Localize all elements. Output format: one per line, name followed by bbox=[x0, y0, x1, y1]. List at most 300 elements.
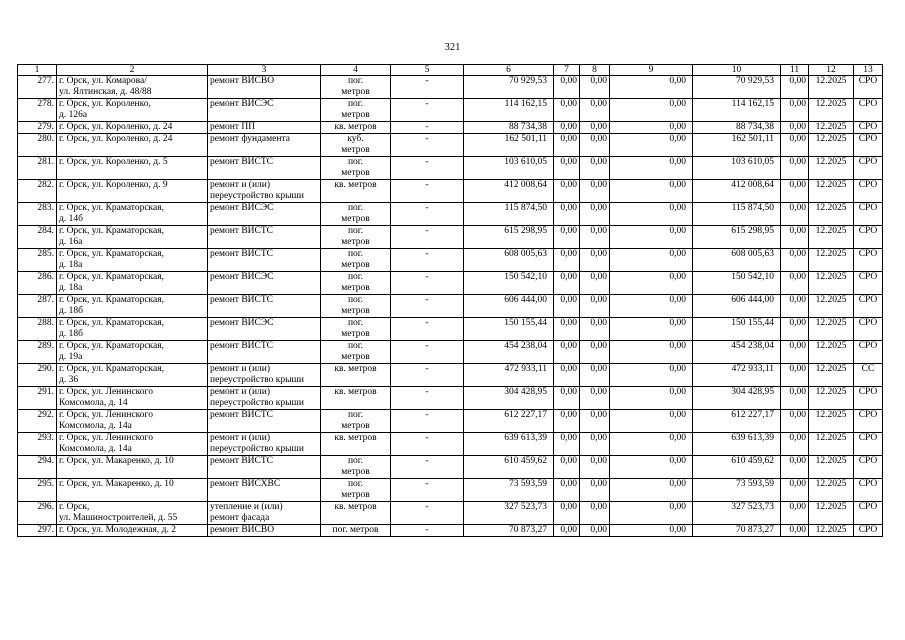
col11-cell: 0,00 bbox=[781, 318, 809, 341]
unit-cell-line: пог. bbox=[347, 341, 364, 351]
address-cell-line: г. Орск, ул. Ленинского bbox=[59, 387, 153, 397]
work-type-cell bbox=[208, 456, 321, 479]
table-row bbox=[18, 341, 883, 364]
address-cell bbox=[57, 364, 208, 387]
table-row bbox=[18, 99, 883, 122]
col9-cell: 0,00 bbox=[610, 134, 693, 157]
col5-cell: - bbox=[391, 226, 464, 249]
row-number: 290. bbox=[18, 364, 57, 387]
cost-total-cell: 103 610,05 bbox=[464, 157, 554, 180]
table-row bbox=[18, 249, 883, 272]
address-cell-line: д. 14б bbox=[59, 214, 83, 224]
unit-cell-line: пог. bbox=[347, 295, 364, 305]
work-type-cell bbox=[208, 341, 321, 364]
column-header: 9 bbox=[610, 65, 693, 76]
cost-regional-cell: 162 501,11 bbox=[693, 134, 781, 157]
col8-cell: 0,00 bbox=[580, 525, 610, 537]
col11-cell: 0,00 bbox=[781, 456, 809, 479]
table-row bbox=[18, 272, 883, 295]
address-cell-line: ул. Ялтинская, д. 48/88 bbox=[59, 87, 152, 97]
col5-cell: - bbox=[391, 502, 464, 525]
column-header: 6 bbox=[464, 65, 554, 76]
method-cell: СРО bbox=[854, 180, 883, 203]
col8-cell: 0,00 bbox=[580, 134, 610, 157]
col11-cell: 0,00 bbox=[781, 203, 809, 226]
row-number: 296. bbox=[18, 502, 57, 525]
address-cell-line: г. Орск, ул. Комарова/ bbox=[59, 76, 147, 86]
unit-cell-line: куб. bbox=[347, 134, 364, 144]
unit-cell bbox=[321, 318, 391, 341]
table-row bbox=[18, 157, 883, 180]
work-type-cell-line: ремонт ВИСТС bbox=[210, 249, 274, 259]
col11-cell: 0,00 bbox=[781, 122, 809, 134]
cost-regional-cell: 88 734,38 bbox=[693, 122, 781, 134]
work-type-cell-line: ремонт и (или) bbox=[210, 387, 271, 397]
row-number: 288. bbox=[18, 318, 57, 341]
address-cell bbox=[57, 502, 208, 525]
col9-cell: 0,00 bbox=[610, 525, 693, 537]
work-type-cell bbox=[208, 249, 321, 272]
address-cell-line: г. Орск, ул. Макаренко, д. 10 bbox=[59, 456, 174, 466]
table-row bbox=[18, 122, 883, 134]
col7-cell: 0,00 bbox=[554, 341, 580, 364]
col9-cell: 0,00 bbox=[610, 180, 693, 203]
work-type-cell bbox=[208, 525, 321, 537]
cost-total-cell: 114 162,15 bbox=[464, 99, 554, 122]
table-row bbox=[18, 364, 883, 387]
col8-cell: 0,00 bbox=[580, 341, 610, 364]
col11-cell: 0,00 bbox=[781, 134, 809, 157]
unit-cell-line: пог. bbox=[347, 203, 364, 213]
cost-regional-cell: 115 874,50 bbox=[693, 203, 781, 226]
unit-cell bbox=[321, 76, 391, 99]
cost-regional-cell: 150 542,10 bbox=[693, 272, 781, 295]
row-number: 278. bbox=[18, 99, 57, 122]
unit-cell bbox=[321, 479, 391, 502]
work-type-cell bbox=[208, 502, 321, 525]
work-type-cell-line: ремонт ВИСВО bbox=[210, 76, 275, 86]
address-cell-line: г. Орск, ул. Краматорская, bbox=[59, 226, 164, 236]
method-cell: СРО bbox=[854, 157, 883, 180]
work-type-cell-line: ремонт ВИСЭС bbox=[210, 99, 274, 109]
unit-cell bbox=[321, 203, 391, 226]
work-type-cell-line: ремонт ПП bbox=[210, 122, 256, 132]
work-type-cell-line: ремонт и (или) bbox=[210, 364, 271, 374]
col8-cell: 0,00 bbox=[580, 226, 610, 249]
method-cell: СРО bbox=[854, 76, 883, 99]
cost-total-cell: 88 734,38 bbox=[464, 122, 554, 134]
col9-cell: 0,00 bbox=[610, 76, 693, 99]
address-cell-line: г. Орск, ул. Короленко, д. 9 bbox=[59, 180, 168, 190]
col7-cell: 0,00 bbox=[554, 410, 580, 433]
col8-cell: 0,00 bbox=[580, 76, 610, 99]
address-cell-line: г. Орск, ул. Короленко, д. 24 bbox=[59, 122, 173, 132]
col8-cell: 0,00 bbox=[580, 122, 610, 134]
address-cell-line: Комсомола, д. 14 bbox=[59, 398, 128, 408]
address-cell bbox=[57, 226, 208, 249]
col7-cell: 0,00 bbox=[554, 226, 580, 249]
work-type-cell-line: ремонт ВИСВО bbox=[210, 525, 275, 535]
col9-cell: 0,00 bbox=[610, 341, 693, 364]
row-number: 291. bbox=[18, 387, 57, 410]
column-header: 12 bbox=[809, 65, 854, 76]
col5-cell: - bbox=[391, 318, 464, 341]
cost-total-cell: 327 523,73 bbox=[464, 502, 554, 525]
deadline-cell: 12.2025 bbox=[809, 364, 854, 387]
deadline-cell: 12.2025 bbox=[809, 456, 854, 479]
deadline-cell: 12.2025 bbox=[809, 433, 854, 456]
col5-cell: - bbox=[391, 76, 464, 99]
col5-cell: - bbox=[391, 272, 464, 295]
address-cell-line: г. Орск, ул. Краматорская, bbox=[59, 249, 164, 259]
address-cell-line: г. Орск, ул. Ленинского bbox=[59, 410, 153, 420]
col11-cell: 0,00 bbox=[781, 76, 809, 99]
unit-cell-line: метров bbox=[341, 490, 370, 500]
col8-cell: 0,00 bbox=[580, 272, 610, 295]
col9-cell: 0,00 bbox=[610, 318, 693, 341]
cost-regional-cell: 70 873,27 bbox=[693, 525, 781, 537]
unit-cell-line: метров bbox=[341, 214, 370, 224]
work-type-cell-line: переустройство крыши bbox=[210, 398, 304, 408]
col9-cell: 0,00 bbox=[610, 502, 693, 525]
col5-cell: - bbox=[391, 249, 464, 272]
col9-cell: 0,00 bbox=[610, 272, 693, 295]
col11-cell: 0,00 bbox=[781, 99, 809, 122]
col11-cell: 0,00 bbox=[781, 295, 809, 318]
col7-cell: 0,00 bbox=[554, 203, 580, 226]
unit-cell-line: пог. bbox=[347, 249, 364, 259]
col5-cell: - bbox=[391, 180, 464, 203]
address-cell bbox=[57, 203, 208, 226]
address-cell bbox=[57, 318, 208, 341]
address-cell-line: г. Орск, ул. Макаренко, д. 10 bbox=[59, 479, 174, 489]
work-type-cell-line: ремонт и (или) bbox=[210, 180, 271, 190]
work-type-cell bbox=[208, 479, 321, 502]
col9-cell: 0,00 bbox=[610, 295, 693, 318]
work-type-cell bbox=[208, 364, 321, 387]
cost-regional-cell: 615 298,95 bbox=[693, 226, 781, 249]
unit-cell bbox=[321, 134, 391, 157]
cost-total-cell: 606 444,00 bbox=[464, 295, 554, 318]
unit-cell-line: метров bbox=[341, 329, 370, 339]
work-type-cell bbox=[208, 295, 321, 318]
address-cell-line: д. 18б bbox=[59, 306, 83, 316]
address-cell bbox=[57, 99, 208, 122]
col9-cell: 0,00 bbox=[610, 203, 693, 226]
col5-cell: - bbox=[391, 433, 464, 456]
work-type-cell bbox=[208, 318, 321, 341]
address-cell-line: г. Орск, ул. Краматорская, bbox=[59, 272, 164, 282]
unit-cell-line: кв. метров bbox=[334, 387, 377, 397]
column-header: 10 bbox=[693, 65, 781, 76]
work-type-cell bbox=[208, 272, 321, 295]
col7-cell: 0,00 bbox=[554, 76, 580, 99]
address-cell-line: г. Орск, ул. Короленко, д. 5 bbox=[59, 157, 168, 167]
method-cell: СРО bbox=[854, 295, 883, 318]
address-cell-line: д. 18б bbox=[59, 329, 83, 339]
work-type-cell-line: ремонт ВИСЭС bbox=[210, 318, 274, 328]
table-row bbox=[18, 318, 883, 341]
col11-cell: 0,00 bbox=[781, 180, 809, 203]
table-row bbox=[18, 456, 883, 479]
unit-cell bbox=[321, 387, 391, 410]
cost-total-cell: 162 501,11 bbox=[464, 134, 554, 157]
work-type-cell bbox=[208, 203, 321, 226]
cost-regional-cell: 114 162,15 bbox=[693, 99, 781, 122]
col11-cell: 0,00 bbox=[781, 502, 809, 525]
table-row bbox=[18, 226, 883, 249]
col5-cell: - bbox=[391, 134, 464, 157]
unit-cell bbox=[321, 249, 391, 272]
method-cell: СРО bbox=[854, 99, 883, 122]
column-header: 11 bbox=[781, 65, 809, 76]
unit-cell bbox=[321, 226, 391, 249]
unit-cell bbox=[321, 295, 391, 318]
unit-cell bbox=[321, 157, 391, 180]
unit-cell-line: метров bbox=[341, 87, 370, 97]
row-number: 297. bbox=[18, 525, 57, 537]
method-cell: СРО bbox=[854, 410, 883, 433]
deadline-cell: 12.2025 bbox=[809, 76, 854, 99]
work-type-cell-line: ремонт ВИСТС bbox=[210, 341, 274, 351]
deadline-cell: 12.2025 bbox=[809, 318, 854, 341]
col7-cell: 0,00 bbox=[554, 479, 580, 502]
column-header: 2 bbox=[57, 65, 208, 76]
address-cell bbox=[57, 433, 208, 456]
unit-cell-line: кв. метров bbox=[334, 122, 377, 132]
row-number: 279. bbox=[18, 122, 57, 134]
col8-cell: 0,00 bbox=[580, 295, 610, 318]
row-number: 277. bbox=[18, 76, 57, 99]
work-type-cell bbox=[208, 157, 321, 180]
deadline-cell: 12.2025 bbox=[809, 387, 854, 410]
deadline-cell: 12.2025 bbox=[809, 226, 854, 249]
unit-cell-line: метров bbox=[341, 168, 370, 178]
table-row bbox=[18, 410, 883, 433]
work-type-cell-line: утепление и (или) bbox=[210, 502, 283, 512]
address-cell-line: г. Орск, ул. Молодежная, д. 2 bbox=[59, 525, 177, 535]
unit-cell-line: пог. bbox=[347, 226, 364, 236]
deadline-cell: 12.2025 bbox=[809, 272, 854, 295]
row-number: 281. bbox=[18, 157, 57, 180]
col11-cell: 0,00 bbox=[781, 525, 809, 537]
column-header: 8 bbox=[580, 65, 610, 76]
row-number: 285. bbox=[18, 249, 57, 272]
col9-cell: 0,00 bbox=[610, 157, 693, 180]
cost-regional-cell: 327 523,73 bbox=[693, 502, 781, 525]
address-cell-line: ул. Машиностроителей, д. 55 bbox=[59, 513, 178, 523]
unit-cell bbox=[321, 364, 391, 387]
row-number: 295. bbox=[18, 479, 57, 502]
col8-cell: 0,00 bbox=[580, 318, 610, 341]
cost-total-cell: 70 929,53 bbox=[464, 76, 554, 99]
unit-cell bbox=[321, 341, 391, 364]
cost-regional-cell: 103 610,05 bbox=[693, 157, 781, 180]
address-cell-line: г. Орск, ул. Короленко, bbox=[59, 99, 151, 109]
address-cell-line: д. 19а bbox=[59, 352, 83, 362]
col5-cell: - bbox=[391, 364, 464, 387]
work-type-cell bbox=[208, 180, 321, 203]
table-row bbox=[18, 387, 883, 410]
table-row bbox=[18, 525, 883, 537]
work-type-cell-line: ремонт и (или) bbox=[210, 433, 271, 443]
col7-cell: 0,00 bbox=[554, 364, 580, 387]
col7-cell: 0,00 bbox=[554, 456, 580, 479]
col9-cell: 0,00 bbox=[610, 456, 693, 479]
col7-cell: 0,00 bbox=[554, 249, 580, 272]
work-type-cell-line: переустройство крыши bbox=[210, 191, 304, 201]
address-cell-line: г. Орск, ул. Краматорская, bbox=[59, 341, 164, 351]
method-cell: СРО bbox=[854, 122, 883, 134]
address-cell bbox=[57, 272, 208, 295]
col7-cell: 0,00 bbox=[554, 180, 580, 203]
col9-cell: 0,00 bbox=[610, 433, 693, 456]
row-number: 293. bbox=[18, 433, 57, 456]
address-cell bbox=[57, 180, 208, 203]
unit-cell-line: пог. метров bbox=[332, 525, 379, 535]
col11-cell: 0,00 bbox=[781, 272, 809, 295]
address-cell-line: д. 18а bbox=[59, 260, 83, 270]
col5-cell: - bbox=[391, 341, 464, 364]
col7-cell: 0,00 bbox=[554, 502, 580, 525]
work-type-cell-line: ремонт ВИСТС bbox=[210, 226, 274, 236]
unit-cell bbox=[321, 272, 391, 295]
cost-total-cell: 639 613,39 bbox=[464, 433, 554, 456]
col9-cell: 0,00 bbox=[610, 479, 693, 502]
col5-cell: - bbox=[391, 295, 464, 318]
cost-total-cell: 304 428,95 bbox=[464, 387, 554, 410]
deadline-cell: 12.2025 bbox=[809, 122, 854, 134]
row-number: 282. bbox=[18, 180, 57, 203]
unit-cell bbox=[321, 99, 391, 122]
col11-cell: 0,00 bbox=[781, 410, 809, 433]
col9-cell: 0,00 bbox=[610, 249, 693, 272]
work-type-cell bbox=[208, 226, 321, 249]
work-type-cell-line: переустройство крыши bbox=[210, 375, 304, 385]
row-number: 287. bbox=[18, 295, 57, 318]
col9-cell: 0,00 bbox=[610, 122, 693, 134]
cost-total-cell: 412 008,64 bbox=[464, 180, 554, 203]
address-cell bbox=[57, 249, 208, 272]
column-header: 13 bbox=[854, 65, 883, 76]
work-type-cell-line: ремонт ВИСТС bbox=[210, 157, 274, 167]
cost-total-cell: 115 874,50 bbox=[464, 203, 554, 226]
row-number: 283. bbox=[18, 203, 57, 226]
address-cell-line: д. 16а bbox=[59, 237, 83, 247]
column-number-row bbox=[18, 65, 883, 76]
deadline-cell: 12.2025 bbox=[809, 295, 854, 318]
work-type-cell bbox=[208, 410, 321, 433]
cost-regional-cell: 608 005,63 bbox=[693, 249, 781, 272]
deadline-cell: 12.2025 bbox=[809, 180, 854, 203]
col7-cell: 0,00 bbox=[554, 99, 580, 122]
method-cell: СРО bbox=[854, 387, 883, 410]
work-type-cell bbox=[208, 134, 321, 157]
unit-cell-line: метров bbox=[341, 306, 370, 316]
col8-cell: 0,00 bbox=[580, 479, 610, 502]
cost-total-cell: 70 873,27 bbox=[464, 525, 554, 537]
deadline-cell: 12.2025 bbox=[809, 203, 854, 226]
address-cell bbox=[57, 122, 208, 134]
cost-regional-cell: 612 227,17 bbox=[693, 410, 781, 433]
address-cell-line: г. Орск, ул. Ленинского bbox=[59, 433, 153, 443]
unit-cell-line: метров bbox=[341, 421, 370, 431]
deadline-cell: 12.2025 bbox=[809, 525, 854, 537]
cost-regional-cell: 70 929,53 bbox=[693, 76, 781, 99]
work-type-cell bbox=[208, 387, 321, 410]
method-cell: СРО bbox=[854, 318, 883, 341]
method-cell: СРО bbox=[854, 134, 883, 157]
method-cell: СРО bbox=[854, 249, 883, 272]
address-cell-line: г. Орск, bbox=[59, 502, 90, 512]
column-header: 7 bbox=[554, 65, 580, 76]
method-cell: СРО bbox=[854, 341, 883, 364]
col7-cell: 0,00 bbox=[554, 318, 580, 341]
address-cell-line: д. 18а bbox=[59, 283, 83, 293]
cost-total-cell: 610 459,62 bbox=[464, 456, 554, 479]
col7-cell: 0,00 bbox=[554, 525, 580, 537]
table-row bbox=[18, 134, 883, 157]
col5-cell: - bbox=[391, 410, 464, 433]
unit-cell bbox=[321, 122, 391, 134]
col5-cell: - bbox=[391, 525, 464, 537]
column-header: 1 bbox=[18, 65, 57, 76]
column-header: 4 bbox=[321, 65, 391, 76]
unit-cell bbox=[321, 456, 391, 479]
deadline-cell: 12.2025 bbox=[809, 249, 854, 272]
unit-cell-line: пог. bbox=[347, 272, 364, 282]
unit-cell-line: метров bbox=[341, 260, 370, 270]
work-type-cell bbox=[208, 99, 321, 122]
work-type-cell-line: ремонт ВИСТС bbox=[210, 456, 274, 466]
address-cell bbox=[57, 410, 208, 433]
col5-cell: - bbox=[391, 387, 464, 410]
row-number: 286. bbox=[18, 272, 57, 295]
unit-cell bbox=[321, 502, 391, 525]
cost-total-cell: 454 238,04 bbox=[464, 341, 554, 364]
col8-cell: 0,00 bbox=[580, 364, 610, 387]
work-type-cell-line: ремонт фасада bbox=[210, 513, 270, 523]
work-type-cell bbox=[208, 433, 321, 456]
col11-cell: 0,00 bbox=[781, 387, 809, 410]
cost-regional-cell: 304 428,95 bbox=[693, 387, 781, 410]
unit-cell-line: пог. bbox=[347, 318, 364, 328]
unit-cell bbox=[321, 410, 391, 433]
method-cell: СРО bbox=[854, 433, 883, 456]
col9-cell: 0,00 bbox=[610, 387, 693, 410]
unit-cell bbox=[321, 525, 391, 537]
col7-cell: 0,00 bbox=[554, 134, 580, 157]
row-number: 284. bbox=[18, 226, 57, 249]
col9-cell: 0,00 bbox=[610, 226, 693, 249]
address-cell bbox=[57, 479, 208, 502]
col5-cell: - bbox=[391, 122, 464, 134]
col8-cell: 0,00 bbox=[580, 157, 610, 180]
table-row bbox=[18, 433, 883, 456]
unit-cell-line: кв. метров bbox=[334, 364, 377, 374]
col11-cell: 0,00 bbox=[781, 364, 809, 387]
col11-cell: 0,00 bbox=[781, 341, 809, 364]
method-cell: СС bbox=[854, 364, 883, 387]
unit-cell-line: пог. bbox=[347, 76, 364, 86]
table-row bbox=[18, 295, 883, 318]
deadline-cell: 12.2025 bbox=[809, 157, 854, 180]
col9-cell: 0,00 bbox=[610, 364, 693, 387]
work-type-cell-line: ремонт ВИСТС bbox=[210, 410, 274, 420]
col8-cell: 0,00 bbox=[580, 99, 610, 122]
row-number: 280. bbox=[18, 134, 57, 157]
table-row bbox=[18, 502, 883, 525]
